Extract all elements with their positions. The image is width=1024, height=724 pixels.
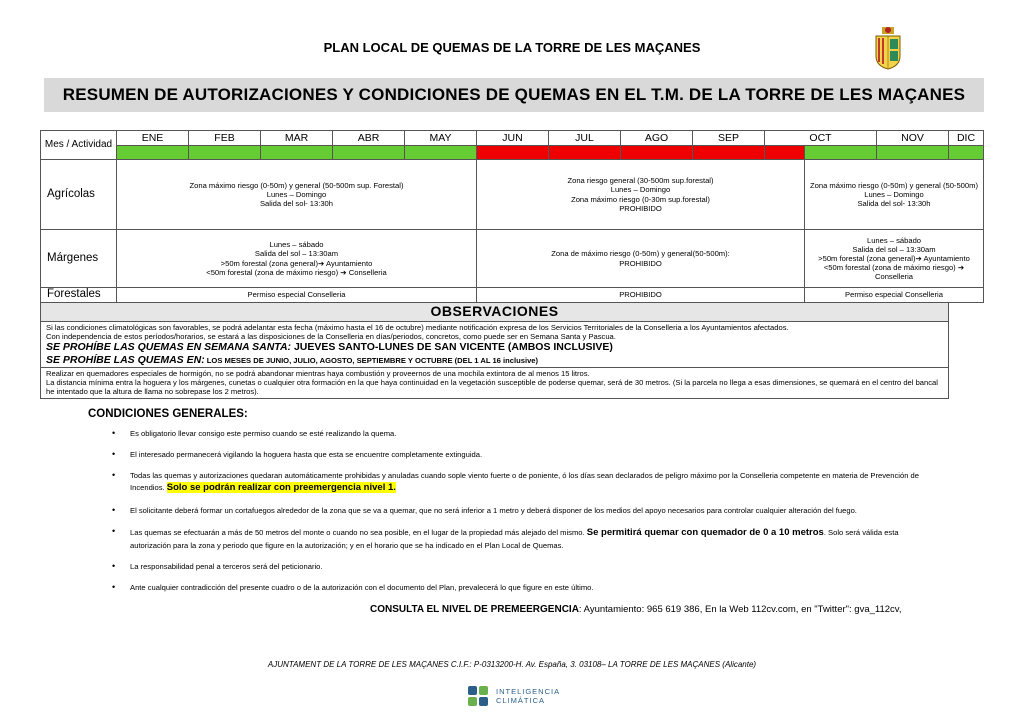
ban-detail: LOS MESES DE JUNIO, JULIO, AGOSTO, SEPTIEMBRE Y OCTUBRE (DEL 1 AL 16 inclusive) (204, 355, 539, 365)
item-text: . Solo será válida esta autorización para la zona y periodo que figure en la autorización; y en el horario que se ha indicado en el Plan Local de Quemas. (130, 527, 899, 550)
summary-banner: RESUMEN DE AUTORIZACIONES Y CONDICIONES DE QUEMAS EN EL T.M. DE LA TORRE DE LES MAÇANES (44, 78, 984, 112)
month-abr: ABR (333, 131, 405, 146)
list-item: • Es obligatorio llevar consigo este permiso cuando se esté realizando la quema. (112, 428, 932, 439)
month-feb: FEB (189, 131, 261, 146)
cell-line: PROHIBIDO (619, 258, 662, 268)
margenes-oct-dec (805, 230, 984, 288)
forestales-oct-dec: Permiso especial Conselleria (805, 288, 984, 303)
cell-line: Zona riesgo general (30-500m sup.forestal) (567, 176, 714, 186)
town-crest-icon (873, 26, 903, 70)
footer-address: AJUNTAMENT DE LA TORRE DE LES MAÇANES C.I.F.: P-0313200-H. Av. España, 3. 03108– LA TORRE DE LES MAÇANES (Alicante) (267, 660, 757, 669)
obs-note: Con independencia de estos períodos/horarios, se estará a las disposiciones de la Conselleria en días/periodos, concretos, como puede ser en Semana Santa y Pascua. (46, 331, 616, 341)
list-item: • Ante cualquier contradicción del presente cuadro o de la autorización con el documento del Plan, prevalecerá lo que figure en este último. (112, 582, 932, 593)
cell-line: <50m forestal (zona de máximo riesgo) ➔ Conselleria (823, 263, 965, 282)
mes-actividad-header: Mes / Actividad (41, 131, 117, 160)
margenes-jun-oct (477, 230, 805, 288)
cell-line: Zona de máximo riesgo (0-50m) y general(50-500m): (551, 249, 730, 259)
ban-lead: SE PROHÍBE LAS QUEMAS EN: (46, 353, 205, 366)
status-allowed (261, 146, 333, 160)
summer-ban (46, 354, 943, 367)
forestales-row (41, 288, 984, 303)
agricolas-oct-dec (805, 160, 984, 230)
observaciones-title: OBSERVACIONES (41, 302, 949, 321)
margenes-row (41, 230, 984, 288)
cell-line: Lunes – Domingo (610, 185, 671, 195)
agricolas-jan-may (117, 160, 477, 230)
agricolas-row (41, 160, 984, 230)
cell-line: Lunes – Domingo (864, 189, 924, 199)
cell-line: Salida del sol- 13:30h (857, 199, 931, 209)
month-jun: JUN (477, 131, 549, 146)
bold-text: Se permitirá quemar con quemador de 0 a 10 metros (586, 526, 824, 538)
forestales-jan-may: Permiso especial Conselleria (117, 288, 477, 303)
ban-detail: JUEVES SANTO-LUNES DE SAN VICENTE (AMBOS INCLUSIVE) (291, 341, 613, 354)
row-label-forestales: Forestales (41, 288, 117, 303)
status-prohibited (693, 146, 765, 160)
cell-line: Zona máximo riesgo (0-50m) y general (50-500m) (810, 180, 978, 190)
observaciones-rules-row (41, 368, 984, 398)
obs-note: Si las condiciones climatológicas son favorables, se podrá adelantar esta fecha (máximo hasta el 16 de octubre) mediante notificación expresa de los Servicios Territoriales de la Conselleria a los Ayuntamientos afectados. (46, 322, 789, 332)
row-label-agricolas: Agrícolas (41, 160, 117, 230)
list-item (112, 526, 932, 551)
cell-line: Zona máximo riesgo (0-30m sup.forestal) (571, 194, 710, 204)
logo-line: CLIMÁTICA (496, 696, 546, 705)
item-text: Todas las quemas y autorizaciones quedaran automáticamente prohibidas y anuladas cuando sople viento fuerte o de poniente, ó los días sean declarados de peligro máximo por la Conselleria competente en materia de Prevención de Incendios. (130, 471, 919, 492)
inteligencia-climatica-logo (466, 684, 560, 708)
semana-santa-ban (46, 341, 943, 354)
list-item: • El solicitante deberá formar un cortafuegos alrededor de la zona que se va a quemar, que no será inferior a 1 metro y deberá disponer de los medios del apoyo necesarios para controlar cualquier alteración del fuego. (112, 505, 932, 516)
status-allowed (333, 146, 405, 160)
cell-line: Lunes – Domingo (266, 189, 327, 199)
month-oct: OCT (765, 131, 877, 146)
cell-line: <50m forestal (zona de máximo riesgo) ➔ Conselleria (206, 267, 387, 277)
list-item (112, 470, 932, 495)
logo-line: INTELIGENCIA (496, 687, 561, 696)
cell-line: Lunes – sábado (866, 235, 922, 245)
condiciones-generales-heading: CONDICIONES GENERALES: (88, 408, 248, 420)
status-allowed (805, 146, 877, 160)
status-allowed (189, 146, 261, 160)
row-label-margenes: Márgenes (41, 230, 117, 288)
observaciones-title-row (41, 302, 984, 321)
cell-line: >50m forestal (zona general)➔ Ayuntamiento (220, 258, 373, 268)
observaciones-notes (41, 321, 949, 367)
cell-line: Salida del sol – 13:30am (254, 249, 339, 259)
consulta-contacts: : Ayuntamiento: 965 619 386, En la Web 112cv.com, en "Twitter": gva_112cv, (578, 604, 902, 615)
month-may: MAY (405, 131, 477, 146)
status-prohibited (621, 146, 693, 160)
status-prohibited (549, 146, 621, 160)
observaciones-notes-row (41, 321, 984, 367)
ban-lead: SE PROHÍBE LAS QUEMAS EN SEMANA SANTA: (46, 341, 292, 354)
month-ene: ENE (117, 131, 189, 146)
schedule-table (40, 130, 984, 399)
consulta-line (370, 604, 901, 615)
status-allowed (877, 146, 949, 160)
cell-line: Salida del sol- 13:30h (259, 199, 334, 209)
month-mar: MAR (261, 131, 333, 146)
consulta-lead: CONSULTA EL NIVEL DE PREMEERGENCIA (370, 604, 579, 615)
conditions-list (112, 428, 932, 603)
cell-line: Zona máximo riesgo (0-50m) y general (50-500m sup. Forestal) (189, 180, 404, 190)
list-item: • El interesado permanecerá vigilando la hoguera hasta que esta se encuentre completamente extinguida. (112, 449, 932, 460)
month-sep: SEP (693, 131, 765, 146)
status-allowed (117, 146, 189, 160)
month-header-row (41, 131, 984, 146)
highlighted-text: Solo se podrán realizar con preemergencia nivel 1. (166, 482, 396, 493)
month-dic: DIC (949, 131, 984, 146)
logo-text (496, 687, 560, 705)
margenes-jan-may (117, 230, 477, 288)
agricolas-jun-oct (477, 160, 805, 230)
forestales-jun-oct: PROHIBIDO (477, 288, 805, 303)
obs-note: La distancia mínima entra la hoguera y los márgenes, cunetas o cualquier otra formación en la que haya continuidad en la vegetación susceptible de poderse quemar, será de 30 metros. (Si la parcela no llega a esas dimensiones, se quemará en el centro del bancal he intentado que la altura de llama no sobrepase los 2 metros). (46, 378, 938, 397)
status-color-row (41, 146, 984, 160)
puzzle-logo-icon (466, 684, 490, 708)
cell-line: PROHIBIDO (619, 203, 662, 213)
month-ago: AGO (621, 131, 693, 146)
cell-line: >50m forestal (zona general)➔ Ayuntamiento (818, 253, 970, 263)
month-nov: NOV (877, 131, 949, 146)
obs-note: Realizar en quemadores especiales de hormigón, no se podrá abandonar mientras haya combustión y proveernos de una mochila extintora de al menos 15 litros. (46, 369, 590, 379)
status-prohibited (765, 146, 805, 160)
status-allowed (405, 146, 477, 160)
list-item: • La responsabilidad penal a terceros será del peticionario. (112, 561, 932, 572)
status-prohibited (477, 146, 549, 160)
month-jul: JUL (549, 131, 621, 146)
observaciones-rules (41, 368, 949, 398)
document-title: PLAN LOCAL DE QUEMAS DE LA TORRE DE LES MAÇANES (323, 40, 701, 55)
item-text: Las quemas se efectuarán a más de 50 metros del monte o cuando no sea posible, en el lugar de la propiedad más alejado del mismo. (130, 527, 585, 537)
cell-line: Lunes – sábado (269, 240, 324, 250)
cell-line: Salida del sol – 13:30am (852, 244, 936, 254)
status-allowed (949, 146, 984, 160)
